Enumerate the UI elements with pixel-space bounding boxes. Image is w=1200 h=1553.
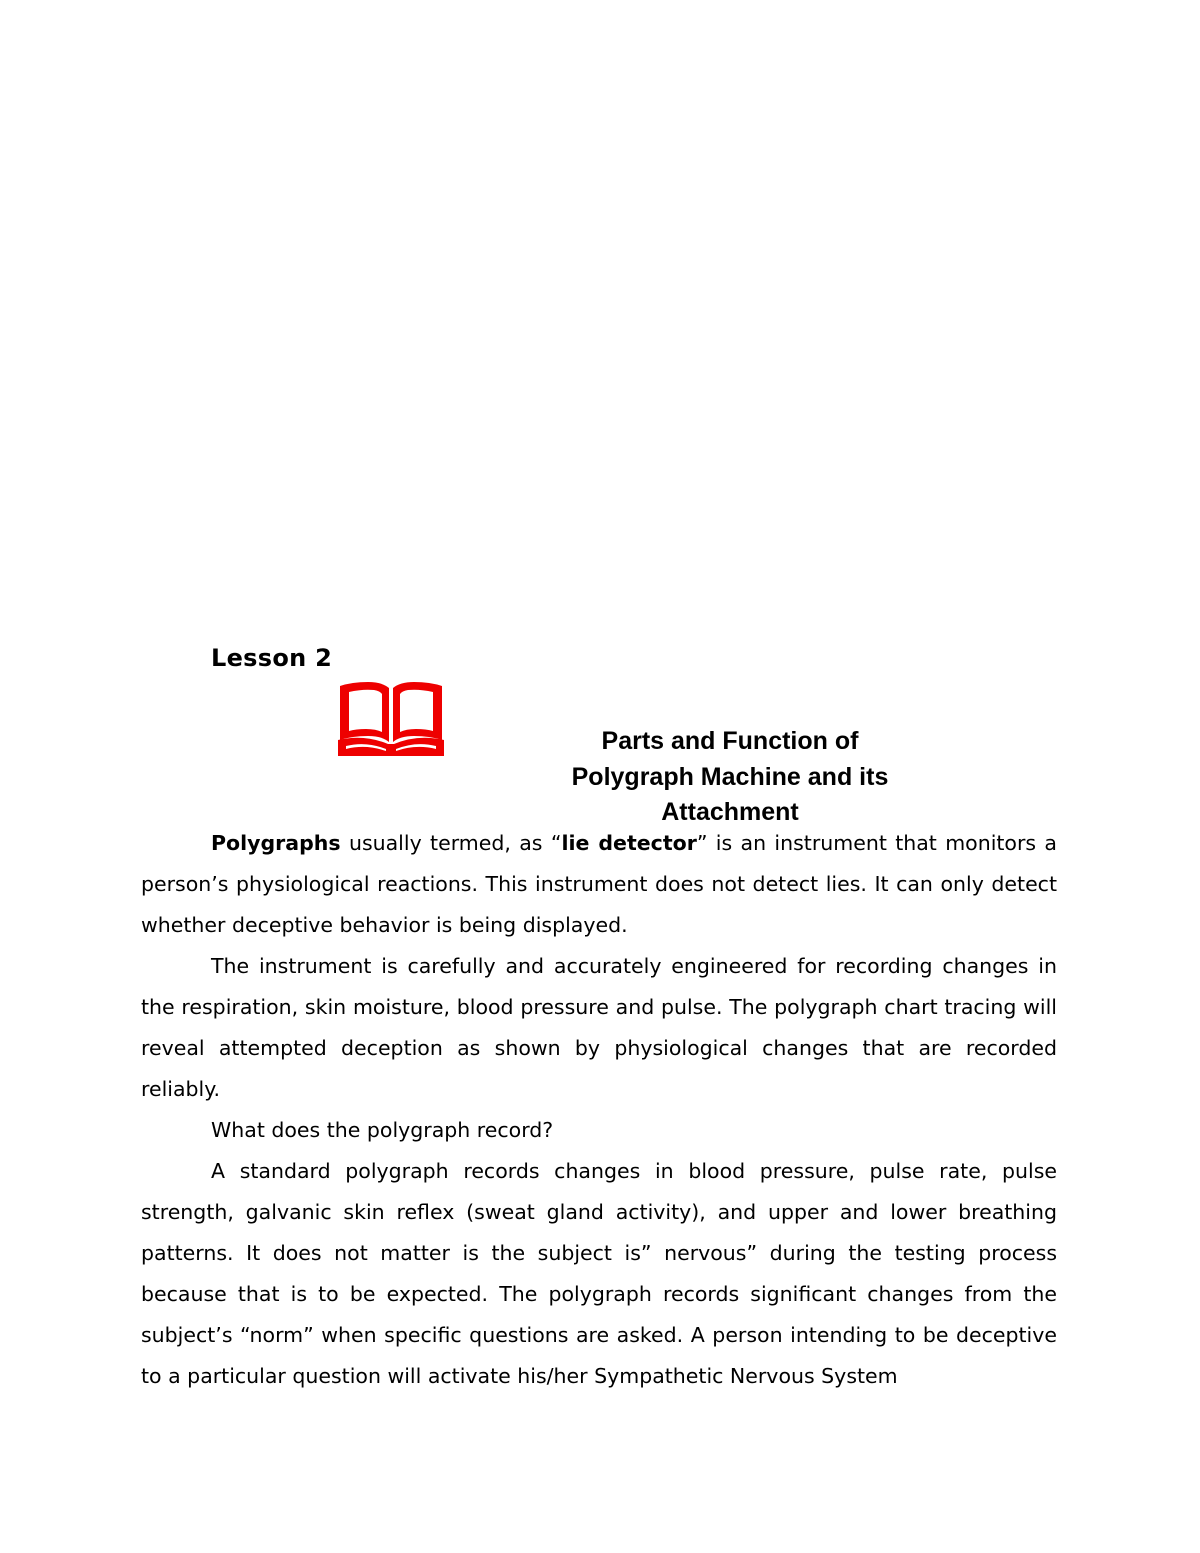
- term-polygraphs: Polygraphs: [211, 831, 341, 855]
- page-title: [520, 724, 940, 831]
- lesson-label: Lesson 2: [211, 644, 333, 672]
- paragraph-definition: [141, 823, 1057, 946]
- paragraph-text: usually termed, as “: [340, 831, 562, 855]
- term-lie-detector: lie detector: [561, 831, 697, 855]
- paragraph-text: ” is an instrument that monitors a person’s physiological reactions. This instrument does not detect lies. It can only detect whether deceptive behavior is being displayed.: [141, 831, 1057, 937]
- paragraph-records: A standard polygraph records changes in blood pressure, pulse rate, pulse strength, galvanic skin reflex (sweat gland activity), and upper and lower breathing patterns. It does not matter is the subject is” nervous” during the testing process because that is to be expected. The polygraph records significant changes from the subject’s “norm” when specific questions are asked. A person intending to be deceptive to a particular question will activate his/her Sympathetic Nervous System: [141, 1159, 1057, 1388]
- paragraph-question: What does the polygraph record?: [211, 1118, 554, 1142]
- title-line-3: Attachment: [661, 798, 799, 826]
- body-text: [141, 823, 1057, 1397]
- paragraph-instrument: The instrument is carefully and accurately engineered for recording changes in the respiration, skin moisture, blood pressure and pulse. The polygraph chart tracing will reveal attempted deception as shown by physiological changes that are recorded reliably.: [141, 954, 1057, 1101]
- title-line-2: Polygraph Machine and its: [571, 762, 889, 791]
- title-line-1: Parts and Function of: [601, 727, 859, 755]
- open-book-icon: [338, 680, 444, 756]
